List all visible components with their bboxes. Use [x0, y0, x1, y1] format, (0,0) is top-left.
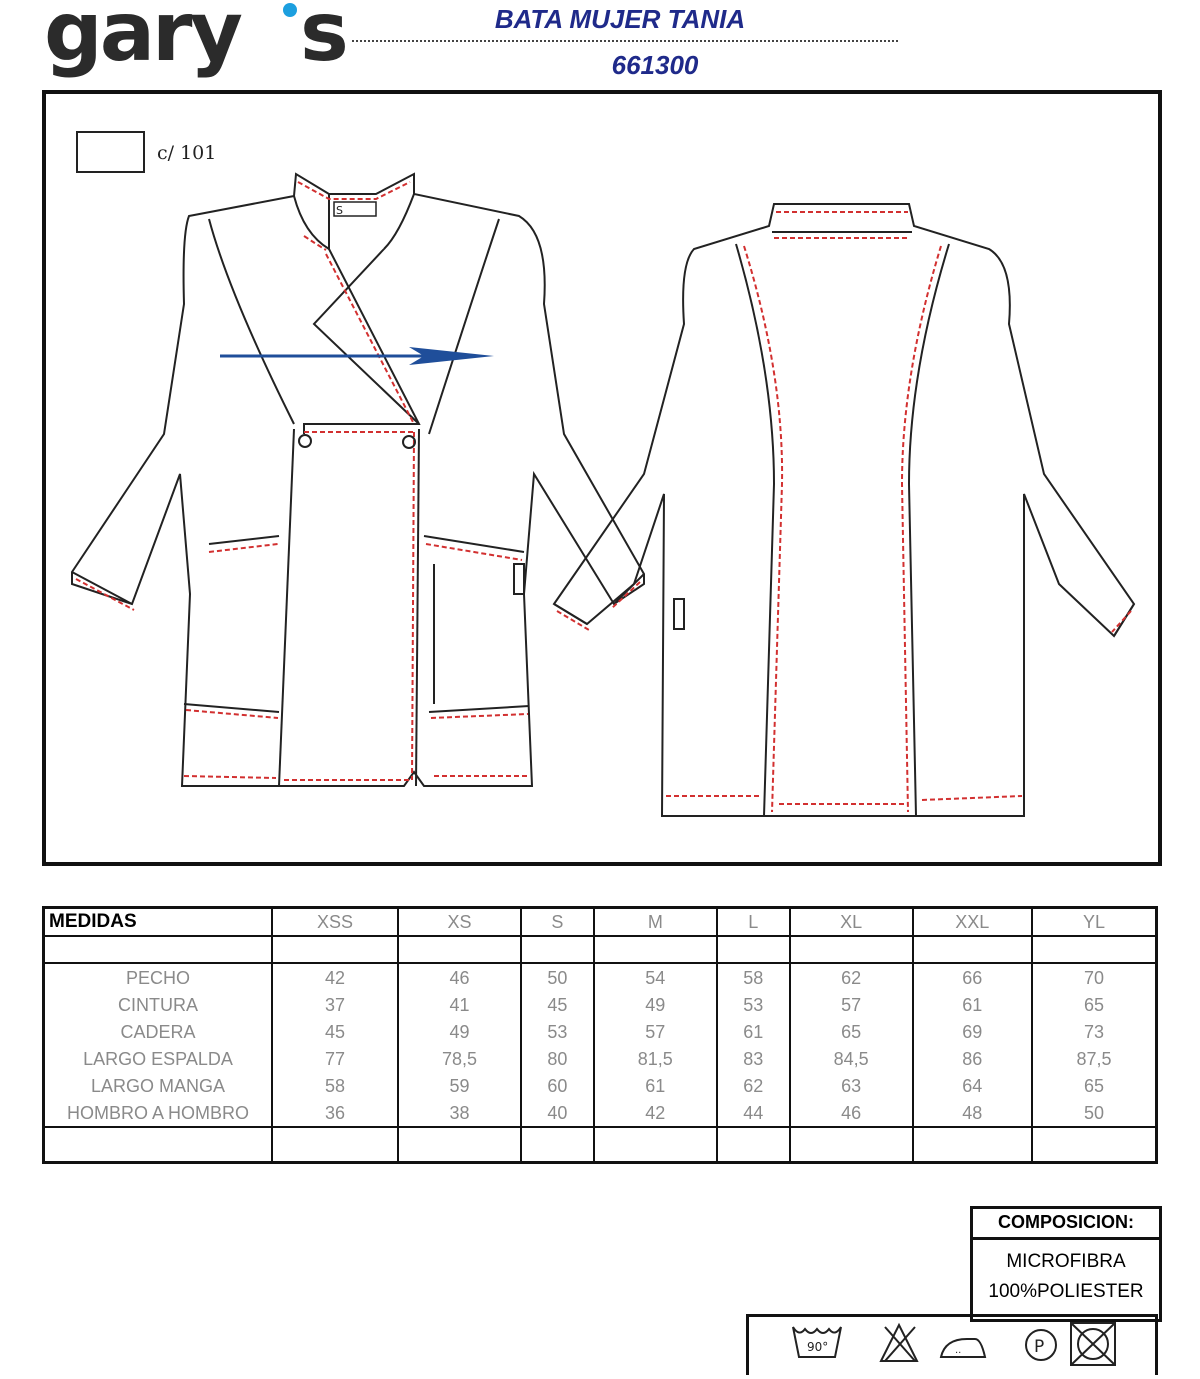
empty-cell: [521, 936, 594, 963]
empty-cell: [398, 1127, 521, 1163]
garys-logo: [44, 0, 364, 85]
table-head-label: MEDIDAS: [44, 908, 273, 937]
back-view: [554, 204, 1134, 816]
measure-value: 57: [790, 991, 913, 1018]
measure-value: 53: [717, 991, 790, 1018]
measure-value: 38: [398, 1099, 521, 1127]
svg-text:gary: gary: [44, 0, 240, 80]
measure-value: 77: [272, 1045, 398, 1072]
table-row: [44, 1018, 1157, 1045]
table-row: [44, 1099, 1157, 1127]
measure-value: 61: [594, 1072, 717, 1099]
size-header: M: [594, 908, 717, 937]
measure-value: 69: [913, 1018, 1032, 1045]
measure-label: CINTURA: [44, 991, 273, 1018]
button-icon: [299, 435, 311, 447]
measure-value: 54: [594, 963, 717, 991]
wash-90-icon: [793, 1327, 841, 1357]
empty-cell: [398, 936, 521, 963]
empty-cell: [913, 1127, 1032, 1163]
measure-value: 70: [1032, 963, 1157, 991]
table-row: [44, 1072, 1157, 1099]
measure-value: 41: [398, 991, 521, 1018]
size-chart-table: [42, 906, 1158, 1164]
front-view: [72, 174, 644, 786]
measure-value: 61: [717, 1018, 790, 1045]
measure-value: 45: [272, 1018, 398, 1045]
svg-text:P: P: [1034, 1337, 1045, 1357]
measure-value: 42: [272, 963, 398, 991]
measure-label: CADERA: [44, 1018, 273, 1045]
measure-value: 46: [790, 1099, 913, 1127]
measure-value: 37: [272, 991, 398, 1018]
measure-value: 65: [1032, 1072, 1157, 1099]
measure-value: 65: [1032, 991, 1157, 1018]
measure-value: 50: [1032, 1099, 1157, 1127]
measure-value: 57: [594, 1018, 717, 1045]
measure-label: LARGO MANGA: [44, 1072, 273, 1099]
empty-cell: [790, 936, 913, 963]
measure-value: 42: [594, 1099, 717, 1127]
dry-clean-p-icon: [1026, 1330, 1056, 1360]
table-row: [44, 936, 1157, 963]
measure-value: 80: [521, 1045, 594, 1072]
no-bleach-icon: [881, 1325, 917, 1361]
size-header: XL: [790, 908, 913, 937]
header-rule: [352, 40, 898, 42]
table-row: [44, 963, 1157, 991]
measure-value: 36: [272, 1099, 398, 1127]
empty-cell: [594, 1127, 717, 1163]
table-row: [44, 908, 1157, 937]
measure-label: LARGO ESPALDA: [44, 1045, 273, 1072]
size-header: L: [717, 908, 790, 937]
measure-value: 46: [398, 963, 521, 991]
measure-value: 78,5: [398, 1045, 521, 1072]
color-ref: c/ 101: [157, 142, 217, 164]
size-header: S: [521, 908, 594, 937]
measure-value: 66: [913, 963, 1032, 991]
measure-label: PECHO: [44, 963, 273, 991]
empty-cell: [272, 1127, 398, 1163]
coat-sketch: [46, 94, 1158, 862]
measure-value: 40: [521, 1099, 594, 1127]
measure-value: 61: [913, 991, 1032, 1018]
empty-cell: [44, 936, 273, 963]
measure-label: HOMBRO A HOMBRO: [44, 1099, 273, 1127]
composition-fiber: 100%POLIESTER: [988, 1281, 1144, 1302]
table-row: [44, 1045, 1157, 1072]
measure-value: 86: [913, 1045, 1032, 1072]
measure-value: 62: [790, 963, 913, 991]
composition-material: MICROFIBRA: [1006, 1251, 1126, 1272]
iron-icon: [941, 1339, 985, 1357]
empty-cell: [913, 936, 1032, 963]
svg-text:90°: 90°: [807, 1340, 829, 1354]
measure-value: 50: [521, 963, 594, 991]
measure-value: 60: [521, 1072, 594, 1099]
measure-value: 58: [717, 963, 790, 991]
size-header: XSS: [272, 908, 398, 937]
svg-text:s: s: [300, 0, 349, 80]
size-header: YL: [1032, 908, 1157, 937]
empty-cell: [1032, 936, 1157, 963]
measure-value: 53: [521, 1018, 594, 1045]
measure-value: 65: [790, 1018, 913, 1045]
svg-text:..: ..: [955, 1345, 962, 1356]
measure-value: 84,5: [790, 1045, 913, 1072]
empty-cell: [717, 1127, 790, 1163]
measure-value: 49: [398, 1018, 521, 1045]
empty-cell: [1032, 1127, 1157, 1163]
product-code: 661300: [611, 50, 699, 80]
table-row: [44, 1127, 1157, 1163]
no-tumble-dry-icon: [1071, 1323, 1115, 1365]
empty-cell: [594, 936, 717, 963]
measure-value: 49: [594, 991, 717, 1018]
measure-value: 63: [790, 1072, 913, 1099]
color-swatch: [77, 132, 144, 172]
measure-value: 44: [717, 1099, 790, 1127]
measure-value: 62: [717, 1072, 790, 1099]
measure-value: 48: [913, 1099, 1032, 1127]
size-header: XXL: [913, 908, 1032, 937]
measure-value: 73: [1032, 1018, 1157, 1045]
product-title: BATA MUJER TANIA: [494, 4, 746, 34]
empty-cell: [790, 1127, 913, 1163]
technical-drawing-frame: [42, 90, 1162, 866]
composition-box: [970, 1206, 1162, 1322]
measure-value: 83: [717, 1045, 790, 1072]
empty-cell: [44, 1127, 273, 1163]
care-symbols: [746, 1314, 1158, 1375]
measure-value: 45: [521, 991, 594, 1018]
table-row: [44, 991, 1157, 1018]
measure-value: 87,5: [1032, 1045, 1157, 1072]
empty-cell: [717, 936, 790, 963]
empty-cell: [272, 936, 398, 963]
composition-title: COMPOSICION:: [973, 1209, 1159, 1240]
measure-value: 64: [913, 1072, 1032, 1099]
measure-value: 59: [398, 1072, 521, 1099]
measure-value: 58: [272, 1072, 398, 1099]
measure-value: 81,5: [594, 1045, 717, 1072]
empty-cell: [521, 1127, 594, 1163]
size-header: XS: [398, 908, 521, 937]
size-label-tag: S: [336, 204, 343, 217]
